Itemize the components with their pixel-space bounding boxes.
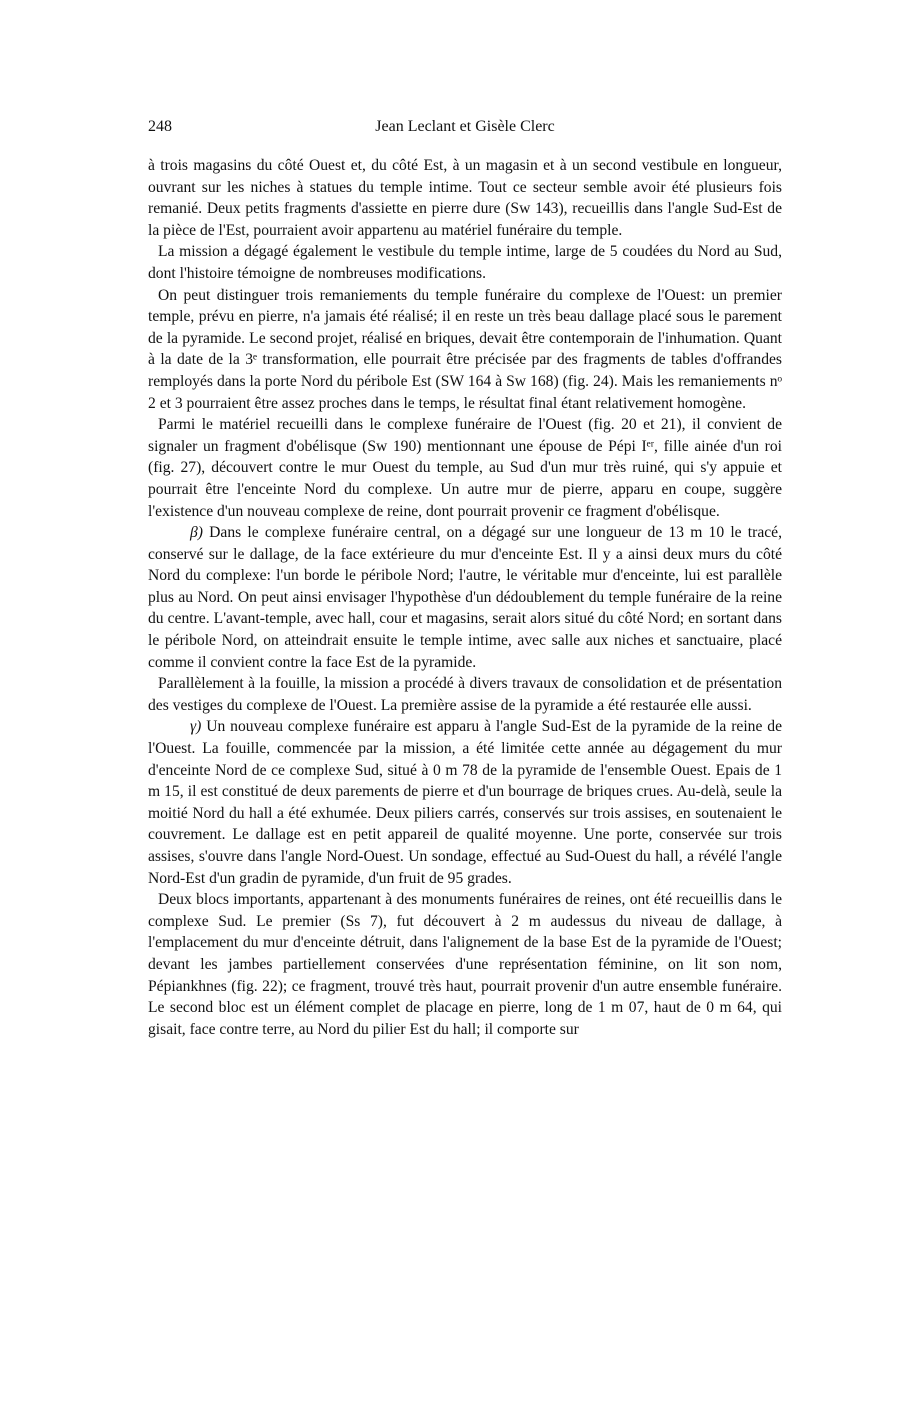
paragraph-text: Dans le complexe funéraire central, on a dégagé sur une longueur de 13 m 10 le tracé, conservé sur le dallage, de la face extérieure du mur d'enceinte Est. Il y a ainsi deux murs du côté Nord du complexe: l'un borde le péribole Nord; l'autre, le véritable mur d'enceinte, lui est parallèle plus au Nord. On peut ainsi envisager l'hypothèse d'un dédoublement du temple funéraire de la reine du centre. L'avant-temple, avec hall, cour et magasins, serait alors situé du côté Nord; en sortant dans le péribole Nord, on atteindrait ensuite le temple intime, avec salle aux niches et sanctuaire, placé comme il convient contre la face Est de la pyramide. <box>148 524 782 671</box>
paragraph <box>148 889 782 1040</box>
page-header <box>148 116 782 138</box>
paragraph <box>148 155 782 241</box>
paragraph <box>148 522 782 673</box>
paragraph-text: Parmi le matériel recueilli dans le complexe funéraire de l'Ouest (fig. 20 et 21), il convient de signaler un fragment d'obélisque (Sw 190) mentionnant une épouse de Pépi Iᵉʳ, fille ainée d'un roi (fig. 27), découvert contre le mur Ouest du temple, au Sud d'un mur très ruiné, qui s'y appuie et pourrait être l'enceinte Nord du complexe. Un autre mur de pierre, apparu en coupe, suggère l'existence d'un nouveau complexe de reine, dont pourrait provenir ce fragment d'obélisque. <box>148 416 782 520</box>
paragraph-text: On peut distinguer trois remaniements du temple funéraire du complexe de l'Ouest: un premier temple, prévu en pierre, n'a jamais été réalisé; il en reste un très beau dallage placé sous le parement de la pyramide. Le second projet, réalisé en briques, devait être contemporain de l'inhumation. Quant à la date de la 3ᵉ transformation, elle pourrait être précisée par des fragments de tables d'offrandes remployés dans la porte Nord du péribole Est (SW 164 à Sw 168) (fig. 24). Mais les remaniements nᵒ 2 et 3 pourraient être assez proches dans le temps, le résultat final étant relativement homogène. <box>148 286 782 412</box>
paragraph-text: à trois magasins du côté Ouest et, du côté Est, à un magasin et à un second vestibule en longueur, ouvrant sur les niches à statues du temple intime. Tout ce secteur semble avoir été plusieurs fois remanié. Deux petits fragments d'assiette en pierre dure (Sw 143), recueillis dans l'angle Sud-Est de la pièce de l'Est, pourraient avoir appartenu au matériel funéraire du temple. <box>148 157 782 239</box>
paragraph <box>148 716 782 889</box>
paragraph-text: Un nouveau complexe funéraire est apparu à l'angle Sud-Est de la pyramide de la reine de l'Ouest. La fouille, commencée par la mission, a été limitée cette année au dégagement du mur d'enceinte Nord de ce complexe Sud, situé à 0 m 78 de la pyramide de l'ensemble Ouest. Epais de 1 m 15, il est constitué de deux parements de pierre et d'un bourrage de briques crues. Au-delà, seule la moitié Nord du hall a été exhumée. Deux piliers carrés, conservés sur trois assises, en soutenaient le couvrement. Le dallage est en petit appareil de qualité moyenne. Une porte, conservée sur trois assises, s'ouvre dans l'angle Nord-Ouest. Un sondage, effectué au Sud-Ouest du hall, a révélé l'angle Nord-Est d'un gradin de pyramide, d'un fruit de 95 grades. <box>148 718 782 887</box>
paragraph <box>148 241 782 284</box>
body-text <box>148 155 782 1040</box>
page-number: 248 <box>148 118 172 135</box>
paragraph <box>148 285 782 415</box>
section-label: β) <box>190 524 203 542</box>
paragraph <box>148 673 782 716</box>
paragraph-text: Deux blocs importants, appartenant à des monuments funéraires de reines, ont été recueillis dans le complexe Sud. Le premier (Ss 7), fut découvert à 2 m audessus du niveau de dallage, à l'emplacement du mur d'enceinte détruit, dans l'alignement de la base Est de la pyramide de l'Ouest; devant les jambes partiellement conservées d'une représentation féminine, on lit son nom, Pépiankhnes (fig. 22); ce fragment, trouvé très haut, pourrait provenir d'un autre ensemble funéraire. Le second bloc est un élément complet de placage en pierre, long de 1 m 07, haut de 0 m 64, qui gisait, face contre terre, au Nord du pilier Est du hall; il comporte sur <box>148 891 782 1038</box>
paragraph <box>148 414 782 522</box>
section-label: γ) <box>190 718 202 736</box>
paragraph-text: La mission a dégagé également le vestibule du temple intime, large de 5 coudées du Nord au Sud, dont l'histoire témoigne de nombreuses modifications. <box>148 243 782 282</box>
paragraph-text: Parallèlement à la fouille, la mission a procédé à divers travaux de consolidation et de présentation des vestiges du complexe de l'Ouest. La première assise de la pyramide a été restaurée elle aussi. <box>148 675 782 714</box>
running-title: Jean Leclant et Gisèle Clerc <box>375 118 555 135</box>
